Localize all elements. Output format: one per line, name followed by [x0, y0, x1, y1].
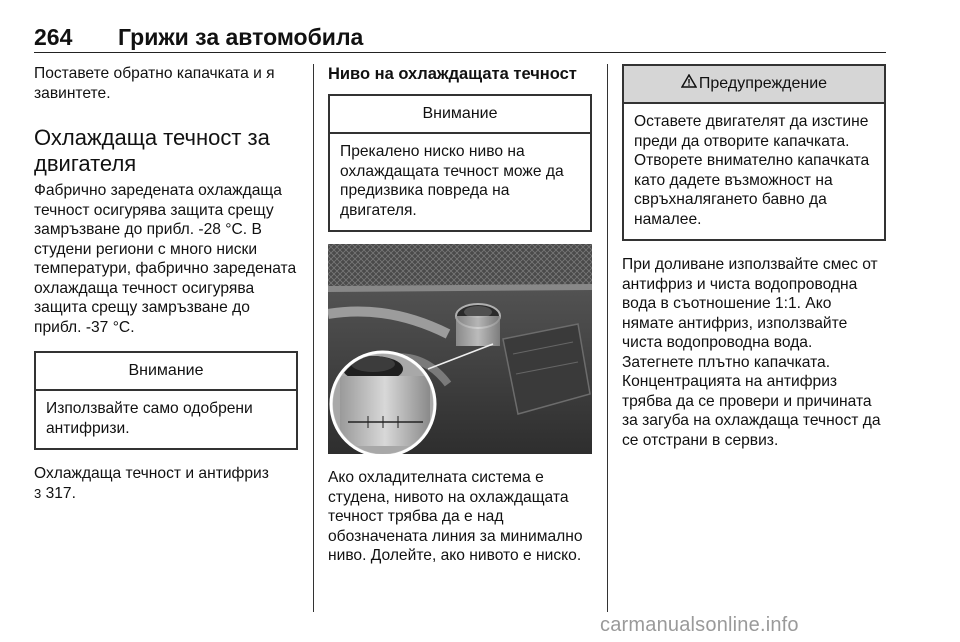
warning-triangle-icon: [681, 74, 697, 88]
watermark: carmanualsonline.info: [600, 614, 799, 636]
page-header: [34, 22, 886, 53]
page-title: Грижи за автомобила: [118, 24, 364, 50]
warning-box: [622, 64, 886, 241]
crossref-text: Охлаждаща течност и антифриз: [34, 465, 269, 482]
arrow-link-icon: 3: [34, 485, 42, 501]
warning-text: Оставете двигателят да изстине преди да отворите капачката. Отворете внимателно капачката като дадете възможност на свръхналягането бавно да намалее.: [634, 113, 870, 228]
warning-title: [624, 66, 884, 104]
coolant-paragraph: Фабрично заредената охлаждаща течност осигурява защита срещу замръзване до прибл. -28 °C. В студени региони с много ниски температури, фабрично заредената охлаждаща течност осигурява защита срещу замръзване до прибл. -37 °C.: [34, 182, 297, 336]
topping-up-paragraph: При доливане използвайте смес от антифриз и чиста водопроводна вода в съотношение 1:1. Ако нямате антифриз, използвайте чиста водопроводна вода. Затегнете плътно капачката. Концентрацията на антифриз трябва да се провери и причината за загуба на охлаждаща течност да се отстрани в сервиз.: [622, 256, 881, 449]
page-number: 264: [34, 24, 73, 50]
section-heading-coolant-level: Ниво на охлаждащата течност: [328, 65, 577, 83]
notice-text: Прекалено ниско ниво на охлаждащата течност може да предизвика повреда на двигателя.: [340, 143, 564, 219]
notice-box: [328, 94, 592, 232]
engine-bay-photo: [328, 244, 592, 454]
crossref[interactable]: [34, 464, 298, 503]
column-left: [34, 64, 298, 503]
intro-text: Поставете обратно капачката и я завинтете.: [34, 65, 275, 102]
crossref-page[interactable]: 317.: [45, 484, 76, 502]
column-middle: [328, 64, 592, 566]
notice-text: Използвайте само одобрени антифризи.: [46, 400, 253, 437]
column-right: [622, 64, 886, 450]
coolant-level-caption: Ако охладителната система е студена, нивото на охлаждащата течност трябва да е над обозначената линия за минимално ниво. Долейте, ако нивото е ниско.: [328, 469, 583, 564]
notice-title: Внимание: [330, 96, 590, 134]
column-divider: [313, 64, 314, 612]
notice-box: [34, 351, 298, 450]
section-heading-coolant: Охлаждаща течност за двигателя: [34, 125, 270, 176]
warning-title-text: Предупреждение: [698, 75, 828, 92]
column-divider: [607, 64, 608, 612]
notice-title: Внимание: [36, 353, 296, 391]
